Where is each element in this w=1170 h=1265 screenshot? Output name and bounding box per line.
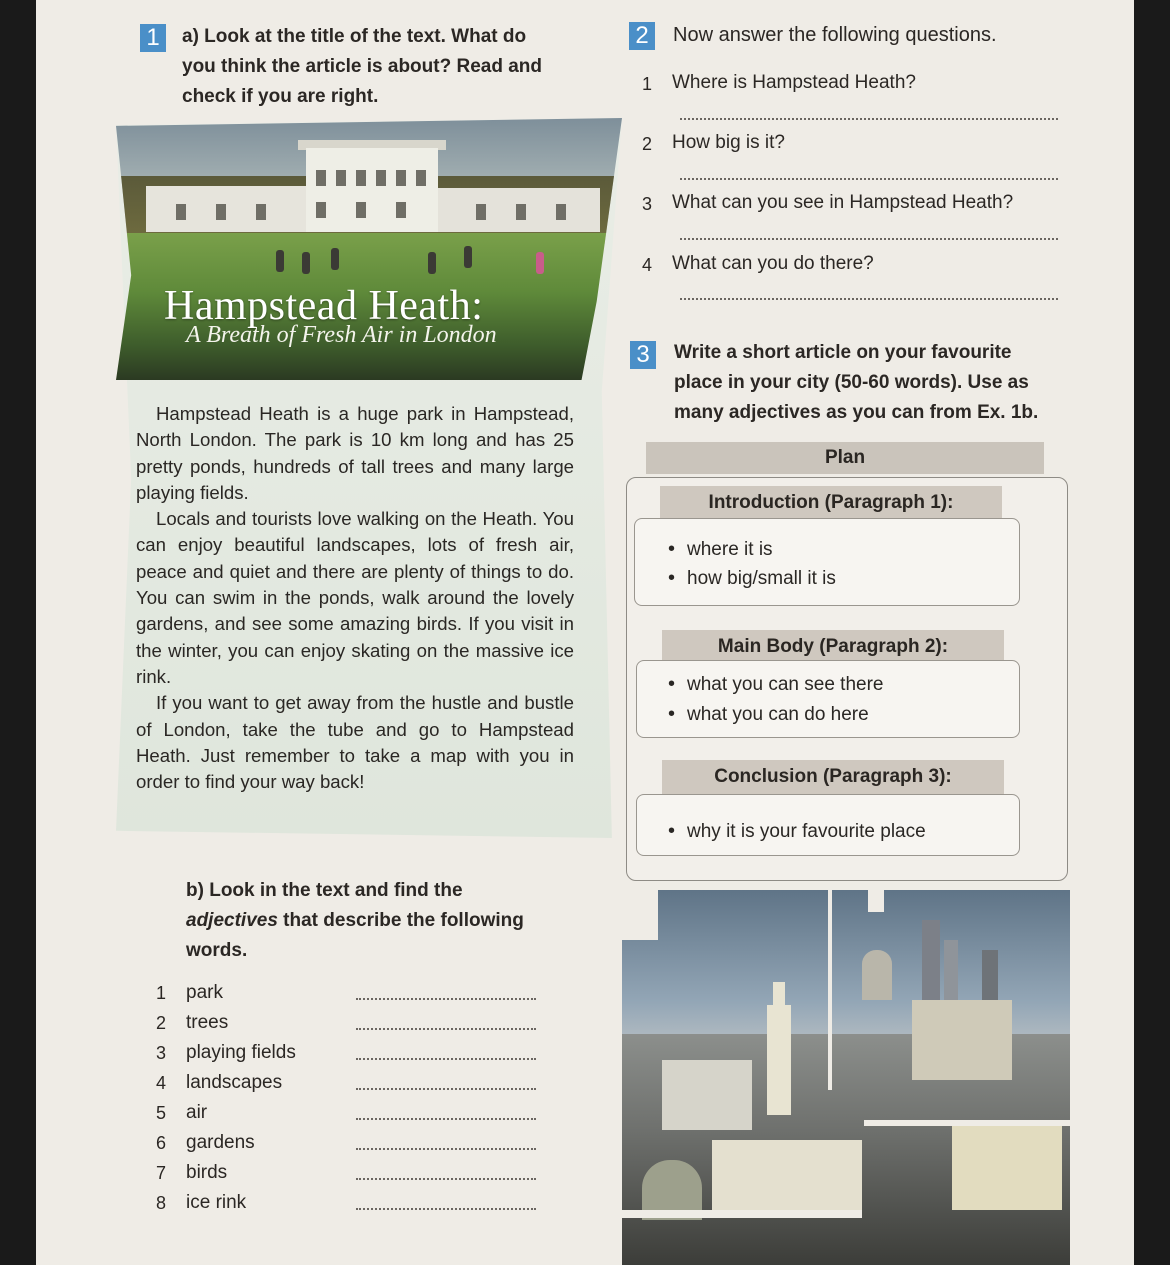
instruction-line: you think the article is about? Read and bbox=[182, 56, 542, 77]
plan-bullet: • what you can see there bbox=[668, 673, 883, 696]
answer-line[interactable] bbox=[680, 298, 1058, 300]
instruction-rest: that describe the following bbox=[277, 910, 524, 931]
instruction-line: check if you are right. bbox=[182, 86, 379, 107]
answer-line[interactable] bbox=[680, 178, 1058, 180]
answer-line[interactable] bbox=[356, 1208, 536, 1210]
word-number: 6 bbox=[156, 1133, 167, 1153]
answer-line[interactable] bbox=[680, 238, 1058, 240]
exercise-1-badge: 1 bbox=[140, 24, 166, 52]
instruction-line bbox=[186, 906, 606, 936]
article-text bbox=[136, 401, 574, 795]
word-number: 5 bbox=[156, 1103, 167, 1123]
article-title: Hampstead Heath: bbox=[164, 283, 484, 329]
plan-bullet: • why it is your favourite place bbox=[668, 820, 926, 843]
plan-bullet: • how big/small it is bbox=[668, 567, 836, 590]
word-number: 2 bbox=[156, 1013, 167, 1033]
plan-bullet: • what you can do here bbox=[668, 703, 869, 726]
instruction-line: b) Look in the text and find the bbox=[186, 880, 463, 901]
answer-line[interactable] bbox=[356, 1028, 536, 1030]
question-number: 2 bbox=[642, 134, 653, 154]
word-item: birds bbox=[186, 1162, 228, 1183]
textbook-page bbox=[36, 0, 1134, 1265]
instruction-line: many adjectives as you can from Ex. 1b. bbox=[674, 402, 1039, 423]
word-number: 8 bbox=[156, 1193, 167, 1213]
exercise-3-instruction bbox=[674, 338, 1038, 428]
instruction-line: Write a short article on your favourite bbox=[674, 342, 1012, 363]
answer-line[interactable] bbox=[356, 1058, 536, 1060]
question-text: What can you see in Hampstead Heath? bbox=[672, 192, 1014, 213]
exercise-2-badge: 2 bbox=[629, 22, 655, 50]
question-number: 1 bbox=[642, 74, 653, 94]
word-number: 4 bbox=[156, 1073, 167, 1093]
word-item: playing fields bbox=[186, 1042, 296, 1063]
plan-section-intro-title: Introduction (Paragraph 1): bbox=[660, 486, 1002, 520]
question-text: What can you do there? bbox=[672, 253, 874, 274]
exercise-1b-instruction bbox=[186, 876, 606, 966]
question-text: How big is it? bbox=[672, 132, 785, 153]
answer-line[interactable] bbox=[356, 1088, 536, 1090]
answer-line[interactable] bbox=[680, 118, 1058, 120]
plan-section-conclusion-title: Conclusion (Paragraph 3): bbox=[662, 760, 1004, 794]
question-number: 3 bbox=[642, 194, 653, 214]
plan-section-body-box bbox=[636, 660, 1020, 738]
answer-line[interactable] bbox=[356, 1148, 536, 1150]
instruction-line: a) Look at the title of the text. What do bbox=[182, 26, 527, 47]
article-paragraph: Hampstead Heath is a huge park in Hampstead, North London. The park is 10 km long and has 25 pretty ponds, hundreds of tall trees and many large playing fields. bbox=[136, 403, 574, 503]
question-text: Where is Hampstead Heath? bbox=[672, 72, 916, 93]
word-number: 3 bbox=[156, 1043, 167, 1063]
article-paragraph: Locals and tourists love walking on the Heath. You can enjoy beautiful landscapes, lots of fresh air, peace and quiet and there are plenty of things to do. You can swim in the ponds, walk around the lovely gardens, and see some amazing birds. If you visit in the winter, you can enjoy skating on the massive ice rink. bbox=[136, 508, 574, 687]
exercise-1a-instruction bbox=[182, 22, 542, 112]
article-subtitle: A Breath of Fresh Air in London bbox=[186, 322, 497, 348]
word-item: landscapes bbox=[186, 1072, 283, 1093]
plan-bullet: • where it is bbox=[668, 538, 773, 561]
word-item: park bbox=[186, 982, 223, 1003]
article-paragraph: If you want to get away from the hustle and bustle of London, take the tube and go to Hampstead Heath. Just remember to take a map with you in order to find your way back! bbox=[136, 692, 574, 793]
plan-title: Plan bbox=[646, 442, 1044, 474]
word-item: trees bbox=[186, 1012, 229, 1033]
london-city-photo bbox=[622, 890, 1070, 1265]
word-number: 7 bbox=[156, 1163, 167, 1183]
instruction-italic: adjectives bbox=[186, 910, 278, 931]
exercise-3-badge: 3 bbox=[630, 341, 656, 369]
question-number: 4 bbox=[642, 255, 653, 275]
answer-line[interactable] bbox=[356, 1178, 536, 1180]
exercise-2-instruction: Now answer the following questions. bbox=[673, 24, 997, 46]
word-item: air bbox=[186, 1102, 208, 1123]
answer-line[interactable] bbox=[356, 998, 536, 1000]
answer-line[interactable] bbox=[356, 1118, 536, 1120]
plan-section-body-title: Main Body (Paragraph 2): bbox=[662, 630, 1004, 664]
instruction-line: place in your city (50-60 words). Use as bbox=[674, 372, 1029, 393]
word-item: gardens bbox=[186, 1132, 255, 1153]
word-item: ice rink bbox=[186, 1192, 247, 1213]
plan-section-intro-box bbox=[634, 518, 1020, 606]
word-number: 1 bbox=[156, 983, 167, 1003]
instruction-line: words. bbox=[186, 940, 248, 961]
